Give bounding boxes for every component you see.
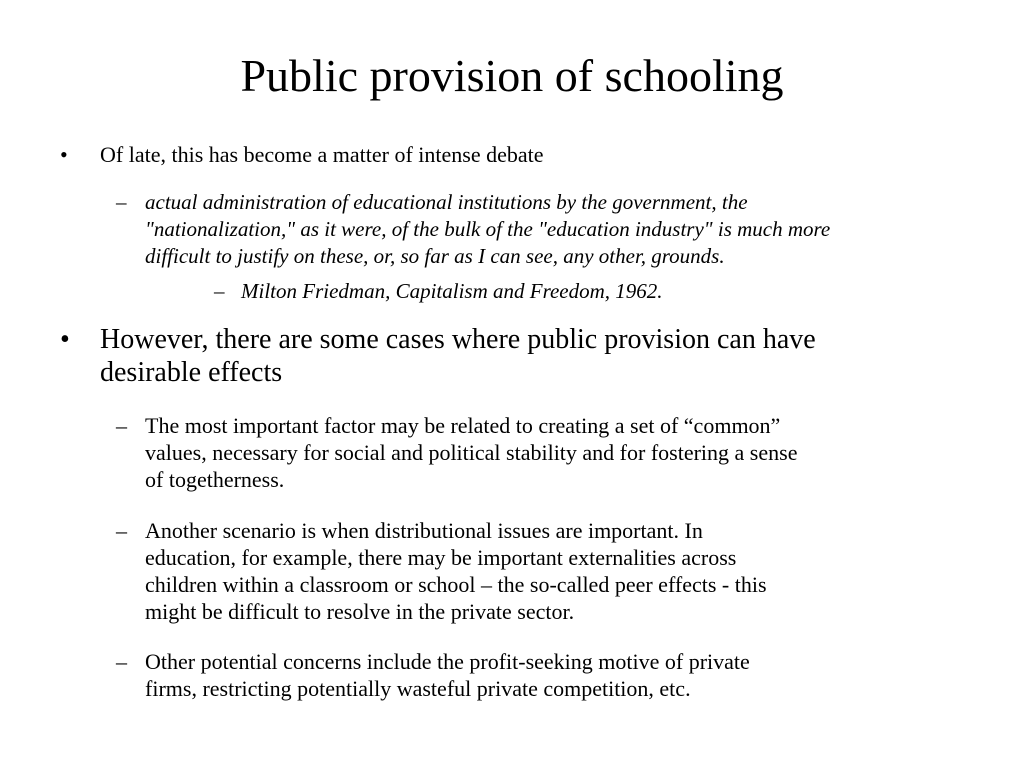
sub3-line: firms, restricting potentially wasteful private competition, etc. (145, 676, 691, 701)
quote-attribution: Milton Friedman, Capitalism and Freedom, 1962. (241, 279, 663, 303)
bullet2-line: desirable effects (100, 357, 283, 388)
bullet-marker: • (60, 142, 68, 167)
sub2-line: children within a classroom or school – the so-called peer effects - this (145, 572, 767, 597)
dash-marker: – (116, 518, 127, 543)
sub2-line: might be difficult to resolve in the private sector. (145, 599, 575, 624)
bullet2-line: However, there are some cases where public provision can have (100, 324, 816, 355)
dash-marker: – (214, 279, 225, 303)
quote-line: difficult to justify on these, or, so far as I can see, any other, grounds. (145, 244, 725, 268)
dash-marker: – (116, 649, 127, 674)
dash-marker: – (116, 413, 127, 438)
sub1-line: values, necessary for social and political stability and for fostering a sense (145, 440, 798, 465)
bullet1-text: Of late, this has become a matter of intense debate (100, 142, 544, 167)
sub3-line: Other potential concerns include the profit-seeking motive of private (145, 649, 750, 674)
sub2-line: education, for example, there may be important externalities across (145, 545, 737, 570)
bullet-marker: • (60, 324, 70, 355)
sub1-line: The most important factor may be related to creating a set of “common” (145, 413, 781, 438)
sub1-line: of togetherness. (145, 467, 285, 492)
slide-title: Public provision of schooling (240, 50, 784, 101)
sub2-line: Another scenario is when distributional issues are important. In (145, 518, 703, 543)
dash-marker: – (116, 190, 127, 214)
quote-line: actual administration of educational institutions by the government, the (145, 190, 748, 214)
quote-line: "nationalization," as it were, of the bulk of the "education industry" is much more (145, 217, 831, 241)
